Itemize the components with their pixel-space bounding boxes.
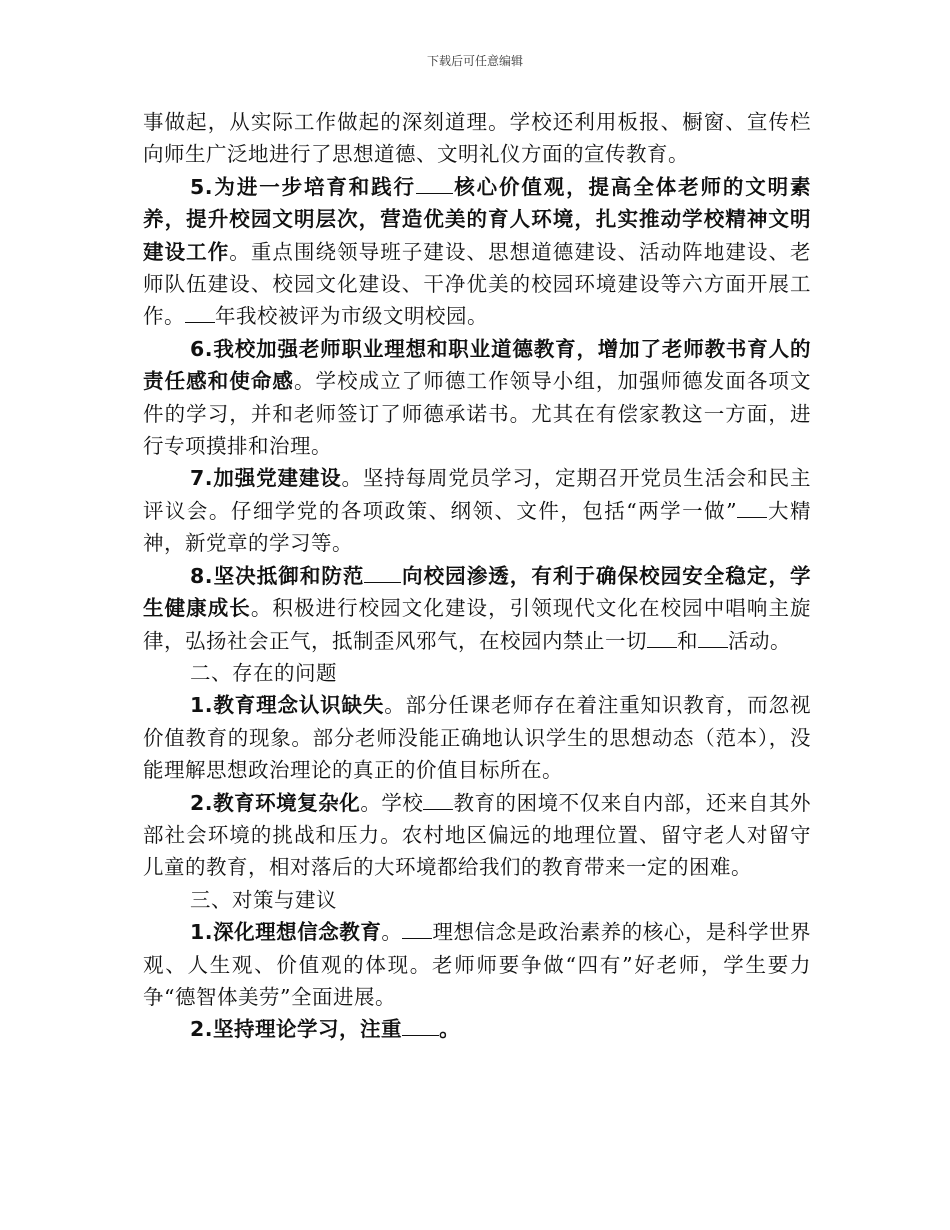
item-7-text: 。坚持每周党员学习，定期召开党员生活会和民主评议会。仔细学党的各项政策、纲领、文件，包括“两学一做” — [143, 466, 811, 523]
item-8-text: 。积极进行校园文化建设，引领现代文化在校园中唱响主旋律，弘扬社会正气，抵制歪风邪气，在校园内禁止一切 — [143, 596, 812, 653]
problem-1-heading: 1.教育理念认识缺失 — [190, 693, 385, 718]
suggestion-1-punct: 。 — [381, 920, 403, 945]
item-6-heading: 6.我校加强老师职业理想和职业道德教育，增加了老师教书育人的责任感和使命感 — [143, 336, 811, 394]
item-8-text-mid: 和 — [677, 628, 698, 653]
suggestion-1-text: 理想信念是政治素养的核心，是科学世界观、人生观、价值观的体现。老师师要争做“四有”好老师，学生要力争“德智体美劳”全面进展。 — [143, 920, 812, 1009]
paragraph-suggestion-1 — [143, 916, 811, 1013]
paragraph-continuation: 事做起，从实际工作做起的深刻道理。学校还利用板报、橱窗、宣传栏向师生广泛地进行了思想道德、文明礼仪方面的宣传教育。 — [143, 110, 811, 167]
paragraph-item-7 — [143, 462, 811, 559]
item-5-heading-a: 5.为进一步培育和践行 — [190, 174, 416, 199]
problem-2-text: 。学校 — [360, 790, 424, 815]
blank-line — [185, 304, 215, 323]
item-8-text-end: 活动。 — [728, 628, 791, 653]
item-5-text-end: 年我校被评为市级文明校园。 — [215, 304, 488, 329]
item-7-heading: 7.加强党建建设 — [190, 466, 342, 491]
problem-1-text: 。部分任课老师存在着注重知识教育，而忽视价值教育的现象。部分老师没能正确地认识学生的思想动态（范本），没能理解思想政治理论的真正的价值目标所在。 — [143, 693, 811, 783]
page-header: 下载后可任意编辑 — [426, 54, 523, 68]
paragraph-item-6 — [143, 333, 811, 463]
blank-line — [416, 174, 453, 193]
blank-line — [364, 563, 401, 582]
suggestion-2-end: 。 — [439, 1017, 461, 1042]
suggestion-1-heading: 1.深化理想信念教育 — [190, 920, 382, 945]
item-5-text: 。重点围绕领导班子建设、思想道德建设、活动阵地建设、老师队伍建设、校园文化建设、干净优美的校园环境建设等六方面开展工作。 — [143, 239, 812, 329]
section-heading-problems: 二、存在的问题 — [190, 660, 337, 685]
paragraph-item-8 — [143, 560, 811, 657]
document-body — [143, 106, 811, 1046]
paragraph-suggestion-2 — [143, 1013, 811, 1045]
blank-line — [737, 498, 767, 517]
paragraph-item-5 — [143, 171, 811, 333]
blank-line — [423, 790, 453, 809]
problem-2-text-end: 教育的困境不仅来自内部，还来自其外部社会环境的挑战和压力。农村地区偏远的地理位置、留守老人对留守儿童的教育，相对落后的大环境都给我们的教育带来一定的困难。 — [143, 790, 812, 880]
item-6-text: 。学校成立了师德工作领导小组，加强师德发面各项文件的学习，并和老师签订了师德承诺书。尤其在有偿家教这一方面，进行专项摸排和治理。 — [143, 369, 812, 459]
blank-line — [402, 920, 432, 939]
item-8-heading-a: 8.坚决抵御和防范 — [190, 563, 365, 588]
item-7-text-end: 大精神，新党章的学习等。 — [143, 498, 811, 556]
problem-2-heading: 2.教育环境复杂化 — [190, 790, 361, 815]
item-8-heading-b: 向校园渗透，有利于确保校园安全稳定，学生健康成长 — [143, 563, 811, 621]
paragraph-problem-1 — [143, 689, 811, 786]
blank-line — [698, 628, 728, 647]
section-heading-suggestions: 三、对策与建议 — [190, 887, 337, 912]
item-5-heading-b: 核心价值观，提高全体老师的文明素养，提升校园文明层次，营造优美的育人环境，扎实推动学校精神文明建设工作 — [143, 174, 811, 264]
blank-line — [647, 628, 677, 647]
blank-line — [402, 1017, 439, 1036]
suggestion-2-heading: 2.坚持理论学习，注重 — [190, 1017, 403, 1042]
paragraph-problem-2 — [143, 787, 811, 884]
